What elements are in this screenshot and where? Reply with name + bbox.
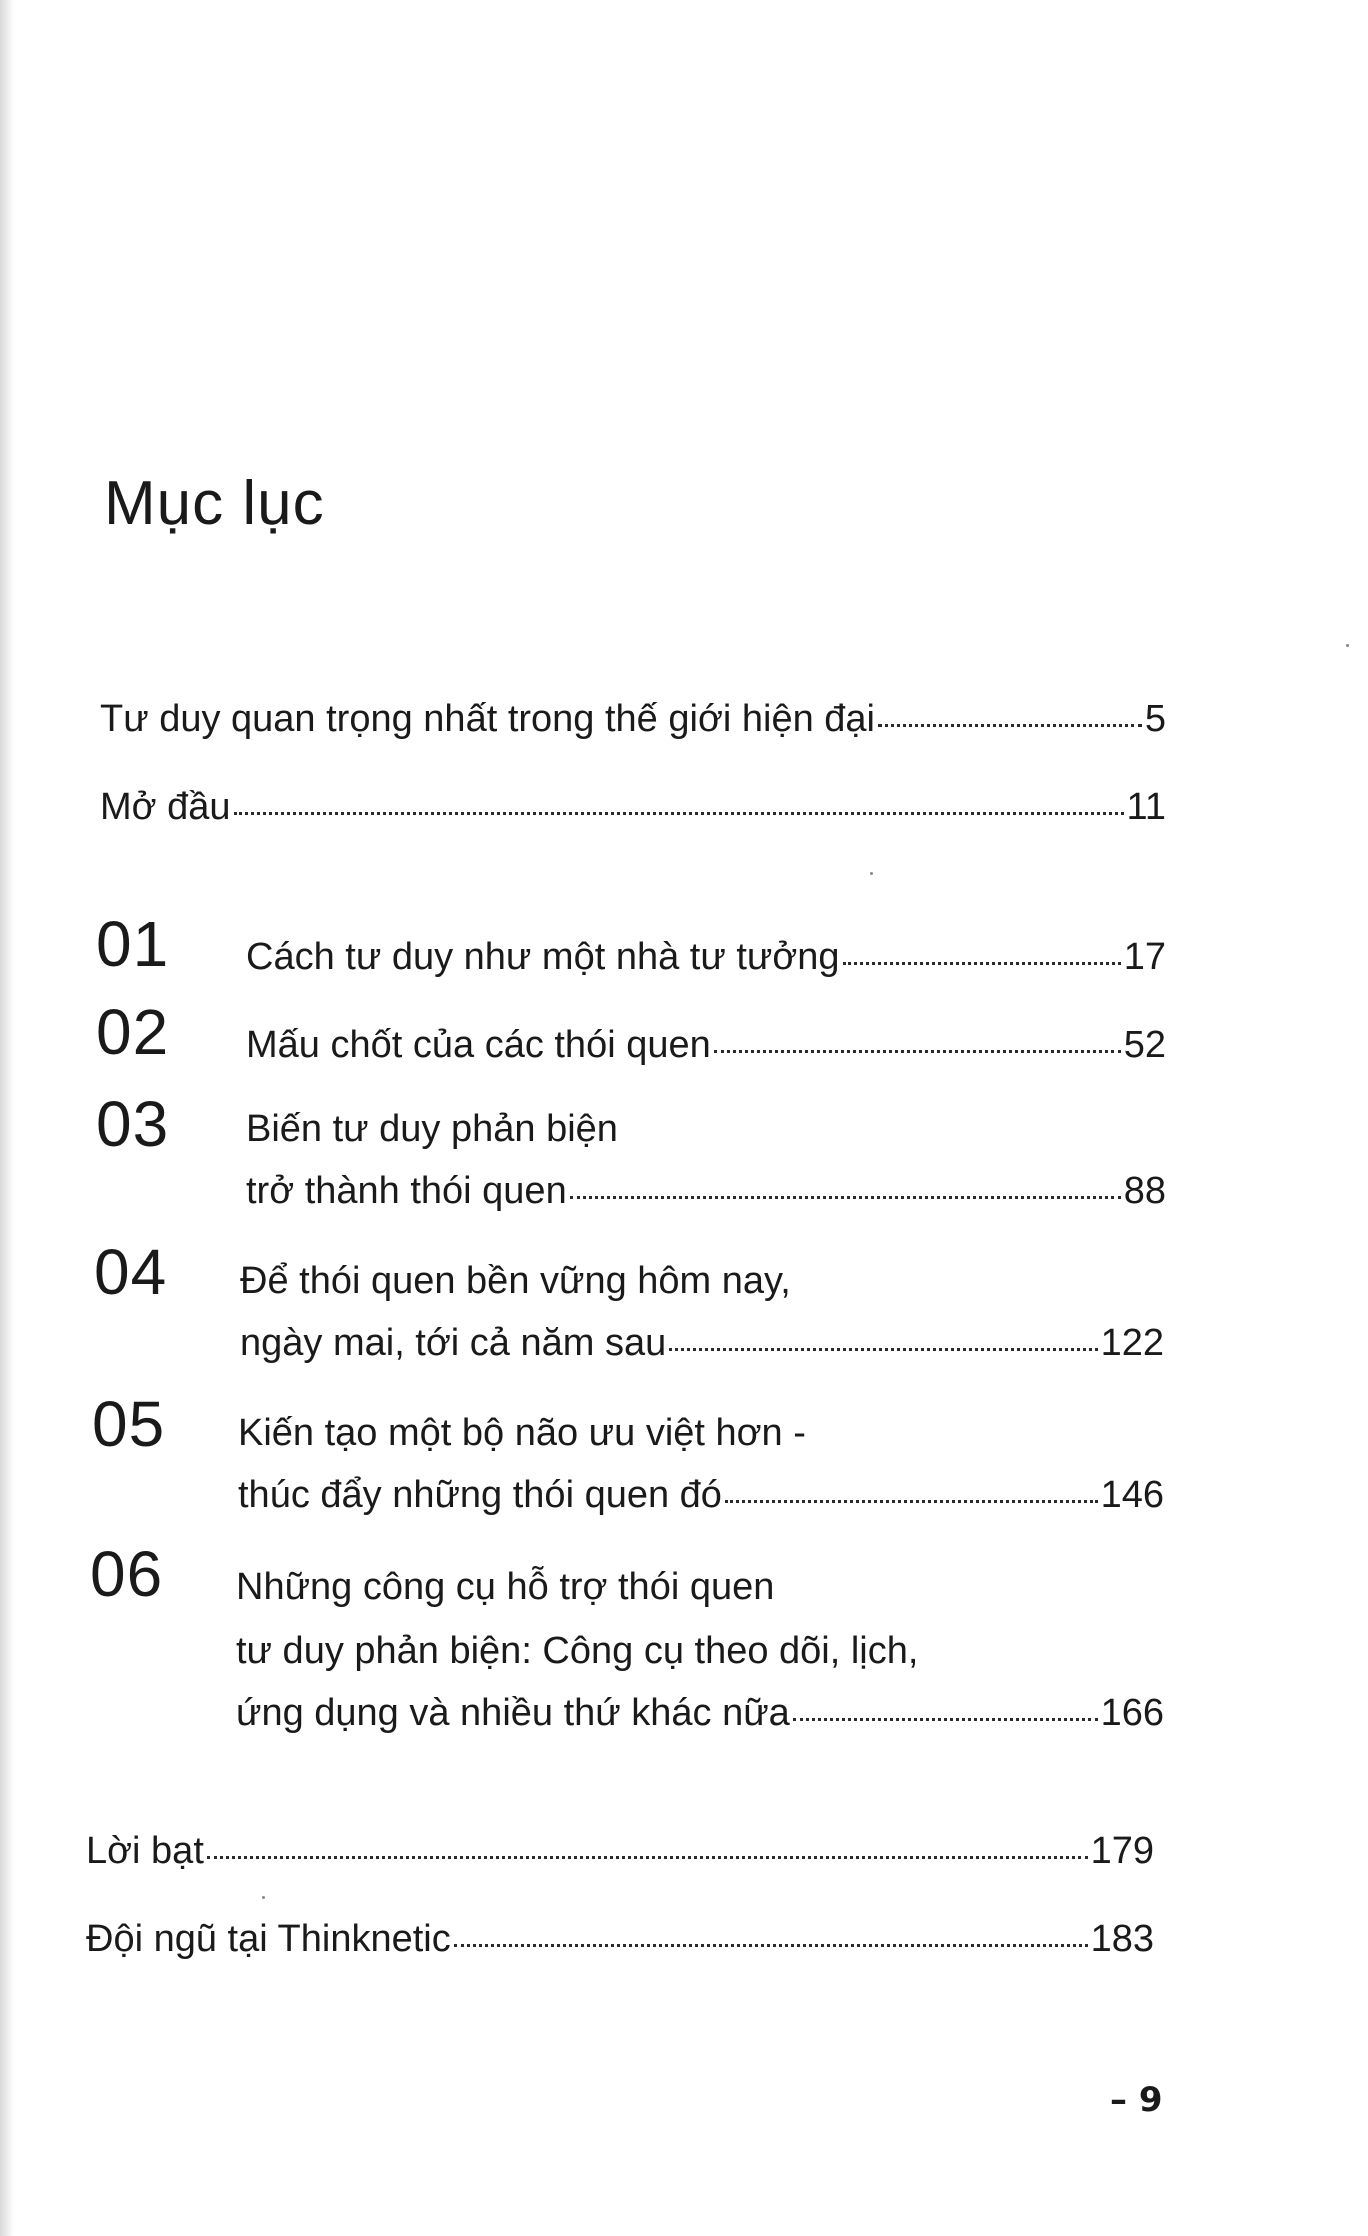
toc-entry-afterword[interactable] <box>86 1832 1154 1870</box>
toc-entry-page: 179 <box>1090 1830 1154 1872</box>
toc-entry-introduction[interactable] <box>100 788 1166 826</box>
chapter-title-line: Để thói quen bền vững hôm nay, <box>240 1260 791 1302</box>
chapter-title-line <box>246 938 1166 976</box>
leader-dots <box>725 1500 1098 1503</box>
toc-entry-page: 11 <box>1126 786 1166 828</box>
chapter-page: 17 <box>1123 936 1166 978</box>
chapter-entry-05[interactable] <box>92 1388 1166 1522</box>
chapter-number: 03 <box>96 1088 170 1160</box>
paper-speck <box>870 872 873 875</box>
chapter-number: 05 <box>92 1388 166 1460</box>
chapter-title-text: thúc đẩy những thói quen đó <box>238 1474 722 1516</box>
chapter-title-text: ứng dụng và nhiều thứ khác nữa <box>236 1692 790 1734</box>
leader-dots <box>234 812 1124 815</box>
leader-dots <box>570 1196 1121 1199</box>
chapter-page: 122 <box>1100 1322 1164 1364</box>
toc-entry-page: 5 <box>1144 698 1166 740</box>
chapter-page: 52 <box>1123 1024 1166 1066</box>
toc-title: Mục lục <box>104 469 325 538</box>
paper-speck <box>1346 644 1349 647</box>
toc-entry-label: Lời bạt <box>86 1830 204 1872</box>
chapter-title-text: Cách tư duy như một nhà tư tưởng <box>246 936 840 978</box>
leader-dots <box>793 1718 1098 1721</box>
chapter-title-line: Những công cụ hỗ trợ thói quen <box>236 1566 775 1608</box>
toc-entry-page: 183 <box>1090 1918 1154 1960</box>
chapter-number: 02 <box>96 996 170 1068</box>
leader-dots <box>843 962 1121 965</box>
leader-dots <box>714 1050 1121 1053</box>
chapter-title-line: Kiến tạo một bộ não ưu việt hơn - <box>238 1412 806 1454</box>
leader-dots <box>207 1856 1088 1859</box>
chapter-number: 06 <box>90 1538 164 1610</box>
toc-entry-label: Đội ngũ tại Thinknetic <box>86 1918 451 1960</box>
paper-speck <box>262 1896 265 1899</box>
chapter-title-line <box>236 1694 1164 1732</box>
toc-entry-label: Tư duy quan trọng nhất trong thế giới hiện đại <box>100 698 875 740</box>
chapter-title-line: tư duy phản biện: Công cụ theo dõi, lịch, <box>236 1630 919 1672</box>
page-binding-edge <box>0 0 14 2236</box>
leader-dots <box>878 724 1142 727</box>
chapter-page: 146 <box>1100 1474 1164 1516</box>
toc-entry-label: Mở đầu <box>100 786 231 828</box>
chapter-title-text: ngày mai, tới cả năm sau <box>240 1322 667 1364</box>
chapter-entry-06[interactable] <box>90 1538 1166 1742</box>
toc-entry-foreword[interactable] <box>100 700 1166 738</box>
chapter-title-line <box>246 1026 1166 1064</box>
chapter-title-line <box>246 1172 1166 1210</box>
chapter-entry-03[interactable] <box>96 1088 1166 1222</box>
chapter-entry-04[interactable] <box>94 1236 1166 1370</box>
chapter-title-line <box>240 1324 1164 1362</box>
chapter-number: 04 <box>94 1236 168 1308</box>
toc-entry-team[interactable] <box>86 1920 1154 1958</box>
chapter-title-line: Biến tư duy phản biện <box>246 1108 618 1150</box>
chapter-title-line <box>238 1476 1164 1514</box>
chapter-title-text: trở thành thói quen <box>246 1170 567 1212</box>
chapter-number: 01 <box>96 908 170 980</box>
page-number: – 9 <box>1110 2080 1163 2120</box>
leader-dots <box>454 1944 1088 1947</box>
chapter-page: 88 <box>1123 1170 1166 1212</box>
leader-dots <box>669 1348 1097 1351</box>
chapter-page: 166 <box>1100 1692 1164 1734</box>
chapter-entry-02[interactable] <box>96 996 1166 1070</box>
chapter-entry-01[interactable] <box>96 908 1166 982</box>
chapter-title-text: Mấu chốt của các thói quen <box>246 1024 711 1066</box>
